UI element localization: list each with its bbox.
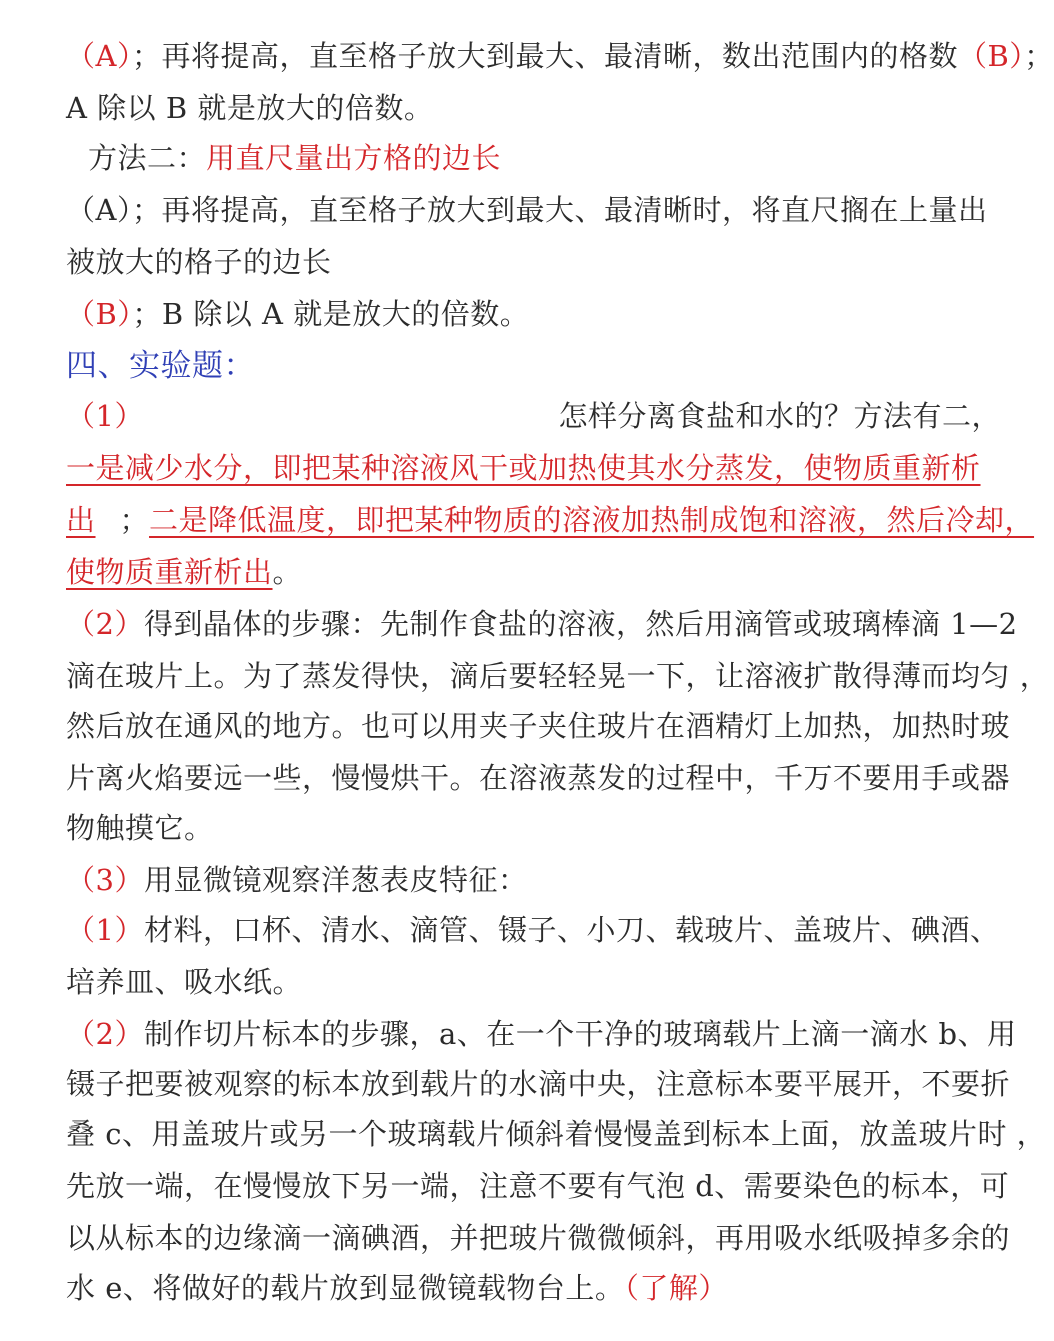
method2-a: （A） [66,193,132,227]
q3-sub1-text: 材料，口杯、清水、滴管、镊子、小刀、载玻片、盖玻片、碘酒、 [143,913,1000,947]
q1-separator: ； [119,503,150,537]
method2-line3 [66,288,529,340]
q2-line2: 滴在玻片上。为了蒸发得快，滴后要轻轻晃一下，让溶液扩散得薄而均匀 ， [66,659,1050,693]
q3-sub2-line1 [66,1008,1017,1060]
q1-answer1-line1 [66,442,981,494]
label-a: （A） [66,39,132,73]
method1-line1 [66,30,1054,82]
method2-b: （B） [66,297,133,331]
method2-line1-text: ；再将提高，直至格子放大到最大、最清晰时，将直尺搁在上量出 [131,193,988,227]
method2-line1 [66,184,987,236]
method1-semicolon: ； [1024,39,1054,73]
q1-answer2-text: 二是降低温度，即把某种物质的溶液加热制成饱和溶液，然后冷却， [149,503,1035,537]
q1-number: （1） [66,399,144,433]
q1-line1 [66,390,1001,442]
q3-sub2-number: （2） [66,1017,144,1051]
q3-sub1-line2: 培养皿、吸水纸。 [66,965,303,999]
label-b: （B） [957,39,1025,73]
q3-sub2-line3: 叠 c、用盖玻片或另一个玻璃载片倾斜着慢慢盖到标本上面，放盖玻片时 ， [66,1117,1047,1151]
q3-sub2-text: 制作切片标本的步骤，a、在一个干净的玻璃载片上滴一滴水 b、用 [143,1017,1017,1051]
q1-answer1-end: 出 [66,503,96,537]
q2-line1 [66,598,1018,650]
q3-sub2-line6-text: 水 e、将做好的载片放到显微镜载物台上。 [66,1271,625,1305]
method2-line3-text: ；B 除以 A 就是放大的倍数。 [132,297,530,331]
q3-sub1-line1 [66,904,999,956]
q1-question: 怎样分离食盐和水的？方法有二， [558,399,1001,433]
q3-sub2-line5: 以从标本的边缘滴一滴碘酒，并把玻片微微倾斜，再用吸水纸吸掉多余的 [66,1221,1011,1255]
note-understand: （了解） [624,1271,728,1305]
q1-answer1-text: 一是减少水分，即把某种溶液风干或加热使其水分蒸发，使物质重新析 [66,451,981,485]
q2-number: （2） [66,607,144,641]
q2-line5: 物触摸它。 [66,811,214,845]
q2-line4: 片离火焰要远一些，慢慢烘干。在溶液蒸发的过程中，千万不要用手或器 [66,761,1011,795]
q2-line1-text: 得到晶体的步骤：先制作食盐的溶液，然后用滴管或玻璃棒滴 1—2 [143,607,1018,641]
method2-line2: 被放大的格子的边长 [66,245,332,279]
method2-heading [88,132,501,184]
q1-answer-line2 [66,494,1034,546]
q1-answer2-end: 使物质重新析出 [66,555,273,589]
q1-period: 。 [272,555,303,589]
q1-answer2-line2 [66,546,302,598]
q3-title-line [66,854,527,906]
q3-number: （3） [66,863,144,897]
q3-sub2-line6 [66,1262,728,1314]
method1-line2: A 除以 B 就是放大的倍数。 [66,91,434,125]
section4-heading: 四、实验题： [66,348,255,384]
q3-sub1-number: （1） [66,913,144,947]
q3-sub2-line2: 镊子把要被观察的标本放到载片的水滴中央，注意标本要平展开，不要折 [66,1067,1011,1101]
q3-title: 用显微镜观察洋葱表皮特征： [143,863,528,897]
method1-text: ；再将提高，直至格子放大到最大、最清晰，数出范围内的格数 [131,39,958,73]
q3-sub2-line4: 先放一端，在慢慢放下另一端，注意不要有气泡 d、需要染色的标本，可 [66,1169,1010,1203]
method2-label: 方法二： [88,141,207,175]
q2-line3: 然后放在通风的地方。也可以用夹子夹住玻片在酒精灯上加热，加热时玻 [66,709,1011,743]
method2-title: 用直尺量出方格的边长 [206,141,502,175]
